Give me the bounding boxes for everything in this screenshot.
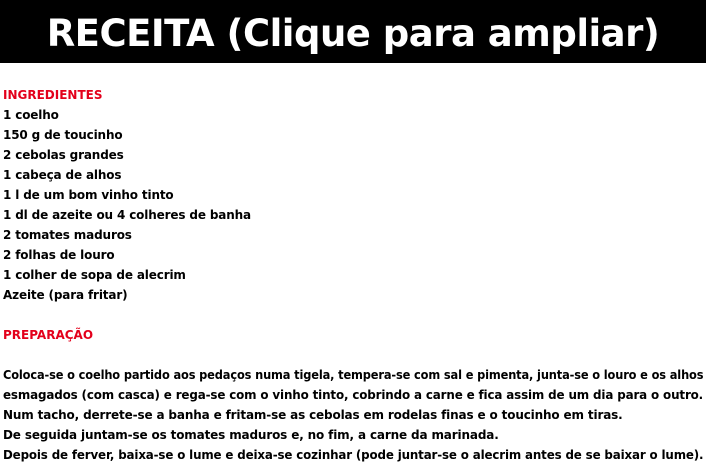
ingredients-heading: INGREDIENTES <box>3 88 103 102</box>
preparation-line: De seguida juntam-se os tomates maduros e, no fim, a carne da marinada. <box>3 428 499 442</box>
preparation-line: esmagados (com casca) e rega-se com o vinho tinto, cobrindo a carne e fica assim de um dia para o outro. <box>3 388 704 402</box>
ingredient-item: 2 folhas de louro <box>3 248 115 262</box>
recipe-content <box>3 85 703 465</box>
preparation-heading: PREPARAÇÃO <box>3 328 94 342</box>
ingredient-item: 1 dl de azeite ou 4 colheres de banha <box>3 208 251 222</box>
recipe-banner[interactable] <box>0 0 706 63</box>
spacer <box>3 345 703 365</box>
ingredient-item: 1 coelho <box>3 108 59 122</box>
ingredient-item: 2 tomates maduros <box>3 228 132 242</box>
ingredient-item: 1 colher de sopa de alecrim <box>3 268 186 282</box>
preparation-line: Depois de ferver, baixa-se o lume e deixa-se cozinhar (pode juntar-se o alecrim antes de se baixar o lume). <box>3 448 704 462</box>
banner-title[interactable]: RECEITA (Clique para ampliar) <box>46 12 660 55</box>
ingredient-item: 1 cabeça de alhos <box>3 168 122 182</box>
spacer <box>3 305 703 325</box>
preparation-line: Num tacho, derrete-se a banha e fritam-se as cebolas em rodelas finas e o toucinho em tiras. <box>3 408 623 422</box>
preparation-line: Coloca-se o coelho partido aos pedaços numa tigela, tempera-se com sal e pimenta, junta-se o louro e os alhos <box>3 368 704 382</box>
ingredient-item: 150 g de toucinho <box>3 128 123 142</box>
ingredient-item: 2 cebolas grandes <box>3 148 124 162</box>
ingredient-item: 1 l de um bom vinho tinto <box>3 188 174 202</box>
ingredient-item: Azeite (para fritar) <box>3 288 128 302</box>
